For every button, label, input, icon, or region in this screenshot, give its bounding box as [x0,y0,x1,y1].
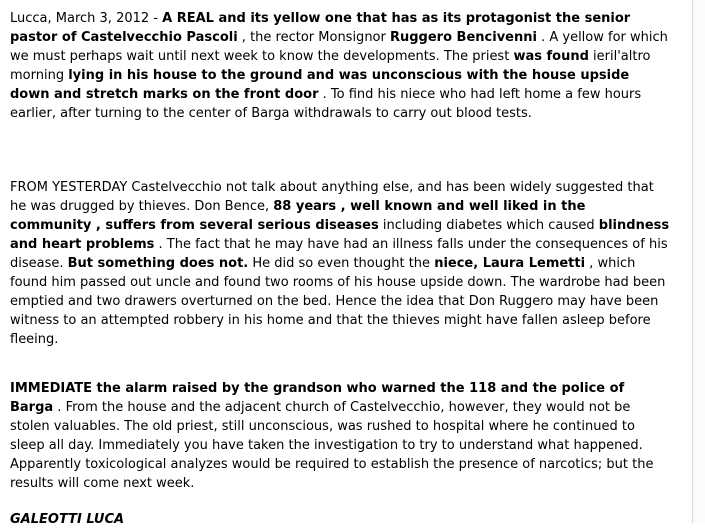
author-byline: GALEOTTI LUCA [10,512,125,527]
text-span: , which found him passed out uncle and found two rooms of his house upside down. The wardrobe had been emptied and two drawers overturned on the bed. Hence the idea that Don Ruggero may have been witness to an attempted robbery in his home and that the thieves might have fallen asleep before fleeing. [10,256,666,347]
bold-lead-3: IMMEDIATE the alarm raised by the grandson who warned the 118 and the police of Barga [10,381,625,415]
bold-name-rector: Ruggero Bencivenni [389,30,537,45]
bold-blindness: blindness and heart problems [10,218,670,252]
bold-niece: niece, Laura Lemetti [434,256,586,271]
text-span: . From the house and the adjacent church of Castelvecchio, however, they would not be stolen valuables. The old priest, still unconscious, was rushed to hospital where he continued to sleep all day. Immediately you have taken the investigation to try to understand what happened. Apparently toxicological analyzes would be required to establish the presence of narcotics; but the results will come next week. [10,400,654,491]
text-span: FROM YESTERDAY Castelvecchio not talk about anything else, and has been widely suggested that he was drugged by thieves. Don Bence, [10,180,654,214]
dateline: Lucca, March 3, 2012 - [10,11,163,26]
bold-something: But something does not. [67,256,249,271]
bold-was-found: was found [513,49,589,64]
text-span: including diabetes which caused [378,218,599,233]
paragraph-3 [10,379,670,493]
text-span: . The fact that he may have had an illness falls under the consequences of his disease. [10,237,668,271]
text-span: . To find his niece who had left home a few hours earlier, after turning to the center of Barga withdrawals to carry out blood tests. [10,87,642,121]
vertical-scrollbar[interactable] [692,0,705,523]
text-span: He did so even thought the [248,256,435,271]
text-span: ieril'altro morning [10,49,651,83]
bold-lying: lying in his house to the ground and was unconscious with the house upside down and stretch marks on the front door [10,68,630,102]
bold-age: 88 years , well known and well liked in the community , suffers from several serious diseases [10,199,586,233]
text-span: , the rector Monsignor [237,30,390,45]
paragraph-1 [10,9,670,123]
text-span: . A yellow for which we must perhaps wait until next week to know the developments. The priest [10,30,668,64]
bold-lead-1: A REAL and its yellow one that has as its protagonist the senior pastor of Castelvecchio Pascoli [10,11,631,45]
paragraph-2 [10,178,670,349]
